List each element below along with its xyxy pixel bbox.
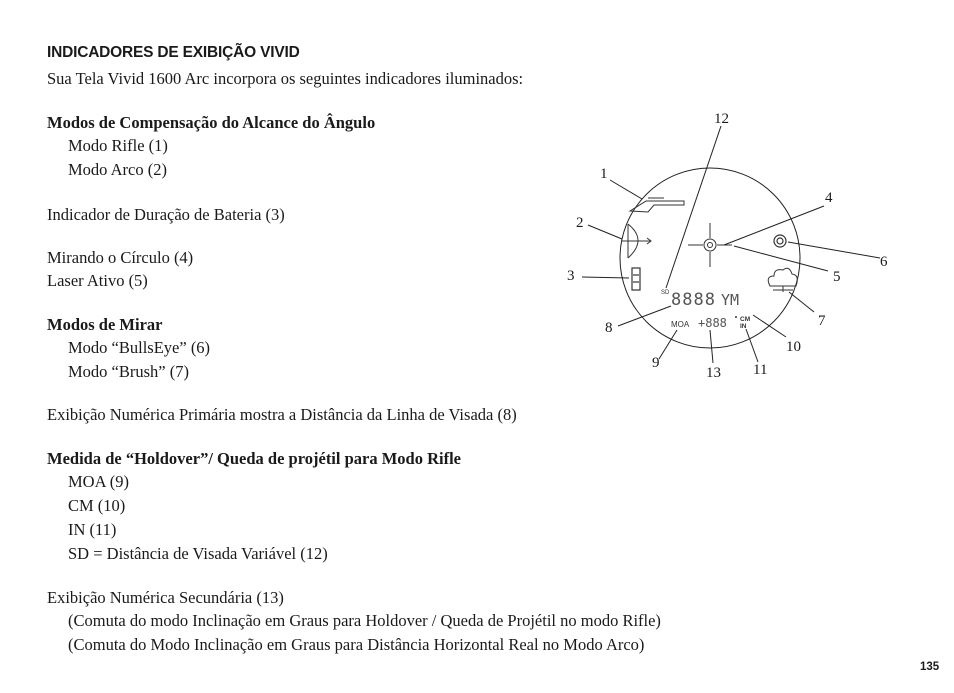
aiming-circle-text: Mirando o Círculo (4): [47, 248, 194, 267]
callout-2: 2: [576, 215, 584, 231]
moa-label: MOA: [671, 320, 690, 329]
callout-8: 8: [605, 320, 613, 336]
in-item: IN (11): [68, 520, 117, 539]
brush-mode-item: Modo “Brush” (7): [68, 362, 189, 381]
callout-10: 10: [786, 339, 801, 355]
aiming-circle-icon: [704, 239, 716, 251]
callout-5: 5: [833, 269, 841, 285]
secondary-heading: Exibição Numérica Secundária (13): [47, 588, 284, 607]
battery-indicator-text: Indicador de Duração de Bateria (3): [47, 205, 285, 224]
in-label: IN: [740, 323, 747, 330]
sd-item: SD = Distância de Visada Variável (12): [68, 544, 328, 563]
brush-icon: [768, 268, 797, 292]
holdover-heading: Medida de “Holdover”/ Queda de projétil para Modo Rifle: [47, 449, 462, 468]
laser-active-text: Laser Ativo (5): [47, 271, 148, 290]
cm-item: CM (10): [68, 496, 126, 515]
callout-7: 7: [818, 313, 826, 329]
sd-label: SD: [661, 290, 670, 296]
rifle-icon: [630, 198, 684, 212]
secondary-note-bow: (Comuta do Modo Inclinação em Graus para Distância Horizontal Real no Modo Arco): [68, 635, 645, 654]
bullseye-icon: [774, 235, 786, 247]
primary-units: YM: [721, 291, 740, 309]
bow-icon: [622, 224, 651, 258]
bullseye-mode-item: Modo “BullsEye” (6): [68, 338, 211, 357]
callout-12: 12: [714, 111, 729, 127]
callout-11: 11: [753, 362, 768, 378]
callout-1: 1: [600, 166, 608, 182]
battery-icon: [632, 268, 640, 290]
bow-mode-item: Modo Arco (2): [68, 160, 167, 179]
moa-item: MOA (9): [68, 472, 129, 491]
callout-4: 4: [825, 190, 833, 206]
display-diagram: [560, 100, 900, 390]
primary-digits: 8888: [671, 290, 716, 310]
callout-3: 3: [567, 268, 575, 284]
secondary-note-rifle: (Comuta do modo Inclinação em Graus para Holdover / Queda de Projétil no modo Rifle): [68, 611, 661, 630]
aim-modes-heading: Modos de Mirar: [47, 315, 163, 334]
page-number: 135: [920, 661, 940, 673]
degree-dot: [735, 316, 737, 318]
intro-text: Sua Tela Vivid 1600 Arc incorpora os seguintes indicadores iluminados:: [47, 69, 524, 88]
primary-display-text: Exibição Numérica Primária mostra a Distância da Linha de Visada (8): [47, 405, 517, 424]
secondary-digits: +888: [698, 316, 727, 330]
callout-9: 9: [652, 355, 660, 371]
crosshair-icon: [688, 223, 732, 267]
rifle-mode-item: Modo Rifle (1): [68, 136, 168, 155]
callout-6: 6: [880, 254, 888, 270]
angle-modes-heading: Modos de Compensação do Alcance do Ângulo: [47, 113, 376, 132]
callout-13: 13: [706, 365, 721, 381]
cm-label: CM: [740, 316, 751, 323]
section-title: INDICADORES DE EXIBIÇÃO VIVID: [47, 44, 300, 61]
